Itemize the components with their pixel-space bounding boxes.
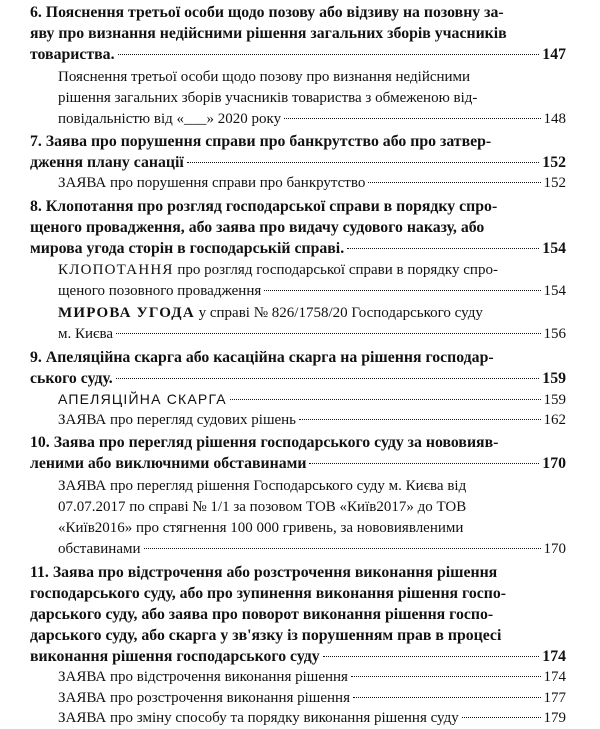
toc-entry-6-line-1: 6. Пояснення третьої особи щодо позову або відзиву на позовну за- bbox=[30, 4, 504, 21]
dot-leader bbox=[284, 118, 540, 119]
dot-leader bbox=[347, 248, 539, 249]
toc-entry-6-line-2: яву про визнання недійсними рішення загальних зборів учасників bbox=[30, 25, 507, 42]
toc-entry-9-line-2 bbox=[30, 368, 566, 389]
dot-leader bbox=[353, 697, 541, 698]
doc-type-label: ЗАЯВА bbox=[58, 710, 107, 726]
toc-sub-7-1-title: про порушення справи про банкрутство bbox=[110, 175, 366, 191]
dot-leader bbox=[299, 419, 540, 420]
dot-leader bbox=[462, 717, 541, 718]
toc-entry-11-line-1: 11. Заява про відстрочення або розстрочення виконання рішення bbox=[30, 564, 498, 581]
dot-leader bbox=[116, 378, 540, 379]
dot-leader bbox=[351, 676, 541, 677]
toc-sub-9-1-page: 159 bbox=[543, 392, 566, 408]
toc-sub-10-1-page: 170 bbox=[543, 541, 566, 557]
toc-sub-9-1-title: АПЕЛЯЦІЙНА СКАРГА bbox=[58, 391, 227, 407]
toc-entry-8-line-1: 8. Клопотання про розгляд господарської справи в порядку спро- bbox=[30, 198, 498, 215]
toc-entry-8-line-2: щеного провадження, або заява про видачу судового наказу, або bbox=[30, 219, 485, 236]
toc-entry-7-line-1: 7. Заява про порушення справи про банкрутство або про затвер- bbox=[30, 133, 492, 150]
toc-entry-8-page: 154 bbox=[542, 240, 566, 257]
toc-sub-8-2-page: 156 bbox=[543, 326, 566, 342]
toc-sub-8-2-line-1 bbox=[58, 303, 566, 324]
toc-sub-9-1 bbox=[58, 389, 566, 410]
toc-sub-11-3-page: 179 bbox=[543, 710, 566, 726]
toc-entry-6-title-end: товариства. bbox=[30, 46, 115, 63]
doc-type-label: ЗАЯВА bbox=[58, 175, 107, 191]
dot-leader bbox=[116, 333, 540, 334]
toc-entry-6-line-3 bbox=[30, 44, 566, 65]
doc-type-label: КЛОПОТАННЯ bbox=[58, 262, 174, 278]
toc-sub-10-1-line-2: 07.07.2017 по справі № 1/1 за позовом ТОВ «Київ2017» до ТОВ bbox=[58, 499, 467, 515]
toc-sub-11-2-page: 177 bbox=[543, 690, 566, 706]
toc-entry-10-line-2 bbox=[30, 453, 566, 474]
dot-leader bbox=[187, 162, 540, 163]
dot-leader bbox=[309, 463, 539, 464]
toc-entry-10-line-1: 10. Заява про перегляд рішення господарського суду за нововияв- bbox=[30, 434, 499, 451]
dot-leader bbox=[264, 290, 540, 291]
toc-entry-11-page: 174 bbox=[542, 648, 566, 665]
toc-entry-11-title-end: виконання рішення господарського суду bbox=[30, 648, 320, 665]
dot-leader bbox=[323, 656, 540, 657]
toc-sub-10-1-title-end: обставинами bbox=[58, 541, 141, 557]
doc-type-label: ЗАЯВА bbox=[58, 690, 107, 706]
toc-sub-10-1-line-4 bbox=[58, 539, 566, 560]
toc-sub-10-1-line-1 bbox=[58, 476, 566, 497]
toc-sub-8-1-page: 154 bbox=[543, 283, 566, 299]
doc-type-label: ЗАЯВА bbox=[58, 412, 107, 428]
toc-sub-8-2-title: у справі № 826/1758/20 Господарського суду bbox=[198, 305, 483, 321]
toc-sub-8-1-title-end: щеного позовного провадження bbox=[58, 283, 262, 299]
toc-sub-8-1-line-1 bbox=[58, 260, 566, 281]
toc-sub-11-3 bbox=[58, 708, 566, 729]
dot-leader bbox=[144, 548, 541, 549]
toc-sub-11-1-title: про відстрочення виконання рішення bbox=[110, 669, 348, 685]
toc-entry-6-page: 147 bbox=[542, 46, 566, 63]
toc-sub-8-1-title: про розгляд господарської справи в порядку спро- bbox=[177, 262, 498, 278]
toc-sub-6-1-title-end: повідальністю від «___» 2020 року bbox=[58, 111, 282, 127]
toc-entry-7-title-end: дження плану санації bbox=[30, 154, 184, 171]
toc-sub-8-2-title-end: м. Києва bbox=[58, 326, 114, 342]
toc-sub-6-1-page: 148 bbox=[543, 111, 566, 127]
doc-type-label: ЗАЯВА bbox=[58, 478, 107, 494]
toc-sub-9-2-title: про перегляд судових рішень bbox=[110, 412, 297, 428]
toc-sub-9-2 bbox=[58, 410, 566, 431]
doc-type-label: МИРОВА УГОДА bbox=[58, 305, 195, 321]
toc-sub-6-1-line-2: рішення загальних зборів учасників товариства з обмеженою від- bbox=[58, 90, 478, 106]
toc-sub-11-1 bbox=[58, 667, 566, 688]
toc-entry-9-title-end: ського суду. bbox=[30, 370, 113, 387]
doc-type-label: ЗАЯВА bbox=[58, 669, 107, 685]
toc-entry-8-line-3 bbox=[30, 238, 566, 259]
toc-sub-7-1 bbox=[58, 173, 566, 194]
toc-sub-11-3-title: про зміну способу та порядку виконання рішення суду bbox=[110, 710, 459, 726]
toc-sub-10-1-title: про перегляд рішення Господарського суду м. Києва від bbox=[110, 478, 467, 494]
toc-entry-8-title-end: мирова угода сторін в господарській справі. bbox=[30, 240, 345, 257]
toc-entry-9-line-1: 9. Апеляційна скарга або касаційна скарга на рішення господар- bbox=[30, 349, 494, 366]
toc-entry-7-page: 152 bbox=[542, 154, 566, 171]
toc-sub-11-2 bbox=[58, 688, 566, 709]
toc-sub-8-2-line-2 bbox=[58, 324, 566, 345]
toc-entry-10-title-end: леними або виключними обставинами bbox=[30, 455, 307, 472]
toc-entry-11-line-4: дарського суду, або скарга у зв'язку із порушенням прав в процесі bbox=[30, 627, 502, 644]
toc-entry-10-page: 170 bbox=[542, 455, 566, 472]
toc-entry-11-line-2: господарського суду, або про зупинення виконання рішення госпо- bbox=[30, 585, 507, 602]
toc-sub-6-1-line-3 bbox=[58, 109, 566, 130]
toc-sub-8-1-line-2 bbox=[58, 281, 566, 302]
toc-sub-11-2-title: про розстрочення виконання рішення bbox=[110, 690, 350, 706]
dot-leader bbox=[230, 399, 541, 400]
toc-sub-11-1-page: 174 bbox=[543, 669, 566, 685]
dot-leader bbox=[368, 182, 540, 183]
toc-entry-7-line-2 bbox=[30, 152, 566, 173]
toc-sub-7-1-page: 152 bbox=[543, 175, 566, 191]
toc-sub-9-2-page: 162 bbox=[543, 412, 566, 428]
toc-entry-11-line-3: дарського суду, або заява про поворот виконання рішення госпо- bbox=[30, 606, 494, 623]
toc-sub-6-1-line-1: Пояснення третьої особи щодо позову про визнання недійсними bbox=[58, 69, 471, 85]
toc-entry-11-line-5 bbox=[30, 646, 566, 667]
dot-leader bbox=[118, 54, 540, 55]
toc-entry-9-page: 159 bbox=[542, 370, 566, 387]
toc-sub-10-1-line-3: «Київ2016» про стягнення 100 000 гривень, за нововиявленими bbox=[58, 520, 464, 536]
